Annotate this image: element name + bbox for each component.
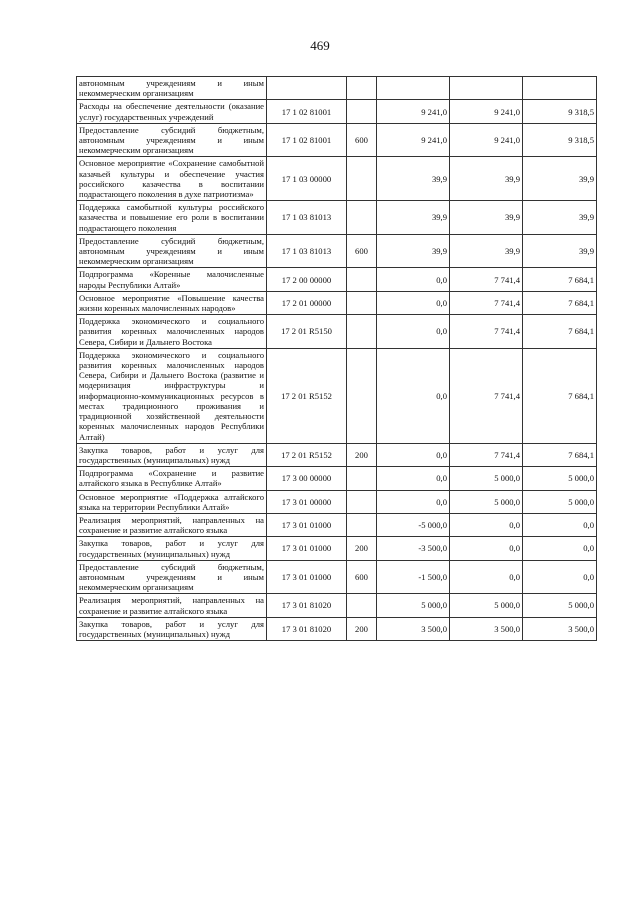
table-row (77, 291, 597, 314)
amount-year2-cell: 7 741,4 (450, 315, 523, 349)
amount-year3-cell: 5 000,0 (523, 594, 597, 617)
expense-type-cell (347, 157, 377, 201)
row-name-cell: Предоставление субсидий бюджетным, автономным учреждениям и иным некоммерческим организациям (77, 560, 267, 594)
table-row (77, 201, 597, 235)
amount-year2-cell: 0,0 (450, 537, 523, 560)
amount-year1-cell: 0,0 (377, 348, 450, 443)
amount-year1-cell: -1 500,0 (377, 560, 450, 594)
amount-year3-cell: 9 318,5 (523, 123, 597, 157)
amount-year2-cell: 5 000,0 (450, 490, 523, 513)
row-name-cell: Расходы на обеспечение деятельности (оказание услуг) государственных учреждений (77, 100, 267, 123)
row-name-cell: Поддержка экономического и социального развития коренных малочисленных народов Севера, Сибири и Дальнего Востока (77, 315, 267, 349)
table-row (77, 268, 597, 291)
amount-year2-cell: 5 000,0 (450, 594, 523, 617)
amount-year2-cell (450, 77, 523, 100)
row-name-cell: Основное мероприятие «Поддержка алтайского языка на территории Республики Алтай» (77, 490, 267, 513)
target-code-cell: 17 1 03 81013 (267, 201, 347, 235)
table-row (77, 157, 597, 201)
target-code-cell (267, 77, 347, 100)
budget-table (76, 76, 597, 641)
target-code-cell: 17 3 01 81020 (267, 594, 347, 617)
amount-year3-cell: 39,9 (523, 201, 597, 235)
row-name-cell: Основное мероприятие «Повышение качества жизни коренных малочисленных народов» (77, 291, 267, 314)
expense-type-cell (347, 100, 377, 123)
amount-year2-cell: 39,9 (450, 157, 523, 201)
amount-year3-cell: 39,9 (523, 234, 597, 268)
target-code-cell: 17 2 01 R5152 (267, 348, 347, 443)
amount-year3-cell: 0,0 (523, 537, 597, 560)
row-name-cell: Предоставление субсидий бюджетным, автономным учреждениям и иным некоммерческим организациям (77, 123, 267, 157)
amount-year2-cell: 0,0 (450, 560, 523, 594)
amount-year1-cell: -3 500,0 (377, 537, 450, 560)
target-code-cell: 17 3 01 01000 (267, 513, 347, 536)
amount-year2-cell: 3 500,0 (450, 617, 523, 640)
amount-year3-cell: 7 684,1 (523, 443, 597, 466)
target-code-cell: 17 3 01 00000 (267, 490, 347, 513)
amount-year2-cell: 9 241,0 (450, 100, 523, 123)
table-row (77, 315, 597, 349)
row-name-cell: Поддержка экономического и социального развития коренных малочисленных народов Севера, Сибири и Дальнего Востока (развитие и модернизация инфраструктуры и информационно-коммуникационных ресурсов в местах традиционного проживания и традиционной хозяйственной деятельности коренных малочисленных народов Республики Алтай) (77, 348, 267, 443)
amount-year3-cell (523, 77, 597, 100)
row-name-cell: Закупка товаров, работ и услуг для государственных (муниципальных) нужд (77, 617, 267, 640)
amount-year2-cell: 7 741,4 (450, 291, 523, 314)
row-name-cell: Поддержка самобытной культуры российского казачества и повышение его роли в воспитании подрастающего поколения (77, 201, 267, 235)
amount-year3-cell: 0,0 (523, 513, 597, 536)
row-name-cell: Предоставление субсидий бюджетным, автономным учреждениям и иным некоммерческим организациям (77, 234, 267, 268)
amount-year1-cell: 3 500,0 (377, 617, 450, 640)
table-row (77, 234, 597, 268)
amount-year3-cell: 9 318,5 (523, 100, 597, 123)
amount-year2-cell: 39,9 (450, 201, 523, 235)
table-row (77, 513, 597, 536)
target-code-cell: 17 3 01 81020 (267, 617, 347, 640)
amount-year1-cell (377, 77, 450, 100)
expense-type-cell: 200 (347, 617, 377, 640)
amount-year3-cell: 3 500,0 (523, 617, 597, 640)
amount-year2-cell: 7 741,4 (450, 268, 523, 291)
expense-type-cell: 600 (347, 234, 377, 268)
amount-year1-cell: 0,0 (377, 291, 450, 314)
row-name-cell: Подпрограмма «Сохранение и развитие алтайского языка в Республике Алтай» (77, 467, 267, 490)
row-name-cell: автономным учреждениям и иным некоммерческим организациям (77, 77, 267, 100)
amount-year1-cell: -5 000,0 (377, 513, 450, 536)
target-code-cell: 17 1 03 81013 (267, 234, 347, 268)
amount-year1-cell: 0,0 (377, 443, 450, 466)
amount-year3-cell: 5 000,0 (523, 490, 597, 513)
expense-type-cell: 200 (347, 443, 377, 466)
amount-year1-cell: 5 000,0 (377, 594, 450, 617)
row-name-cell: Закупка товаров, работ и услуг для государственных (муниципальных) нужд (77, 537, 267, 560)
table-row (77, 348, 597, 443)
amount-year3-cell: 5 000,0 (523, 467, 597, 490)
expense-type-cell (347, 315, 377, 349)
amount-year1-cell: 0,0 (377, 490, 450, 513)
amount-year3-cell: 7 684,1 (523, 315, 597, 349)
expense-type-cell (347, 268, 377, 291)
page-number: 469 (310, 38, 330, 53)
table-row (77, 100, 597, 123)
row-name-cell: Реализация мероприятий, направленных на сохранение и развитие алтайского языка (77, 594, 267, 617)
expense-type-cell (347, 291, 377, 314)
target-code-cell: 17 2 01 00000 (267, 291, 347, 314)
amount-year3-cell: 7 684,1 (523, 268, 597, 291)
target-code-cell: 17 3 01 01000 (267, 560, 347, 594)
table-row (77, 443, 597, 466)
amount-year1-cell: 9 241,0 (377, 123, 450, 157)
expense-type-cell (347, 348, 377, 443)
table-row (77, 490, 597, 513)
amount-year2-cell: 5 000,0 (450, 467, 523, 490)
expense-type-cell (347, 513, 377, 536)
amount-year3-cell: 39,9 (523, 157, 597, 201)
table-row (77, 560, 597, 594)
amount-year2-cell: 0,0 (450, 513, 523, 536)
expense-type-cell: 600 (347, 123, 377, 157)
amount-year1-cell: 0,0 (377, 467, 450, 490)
amount-year3-cell: 7 684,1 (523, 348, 597, 443)
amount-year2-cell: 7 741,4 (450, 348, 523, 443)
target-code-cell: 17 2 01 R5150 (267, 315, 347, 349)
expense-type-cell (347, 77, 377, 100)
target-code-cell: 17 1 02 81001 (267, 123, 347, 157)
row-name-cell: Подпрограмма «Коренные малочисленные народы Республики Алтай» (77, 268, 267, 291)
amount-year2-cell: 39,9 (450, 234, 523, 268)
amount-year1-cell: 39,9 (377, 157, 450, 201)
amount-year1-cell: 0,0 (377, 268, 450, 291)
amount-year3-cell: 7 684,1 (523, 291, 597, 314)
amount-year3-cell: 0,0 (523, 560, 597, 594)
amount-year1-cell: 0,0 (377, 315, 450, 349)
amount-year2-cell: 9 241,0 (450, 123, 523, 157)
target-code-cell: 17 1 03 00000 (267, 157, 347, 201)
expense-type-cell (347, 490, 377, 513)
target-code-cell: 17 3 00 00000 (267, 467, 347, 490)
row-name-cell: Основное мероприятие «Сохранение самобытной казачьей культуры и обеспечение участия российского казачества в воспитании подрастающего поколения в духе патриотизма» (77, 157, 267, 201)
table-row (77, 123, 597, 157)
amount-year1-cell: 9 241,0 (377, 100, 450, 123)
expense-type-cell (347, 201, 377, 235)
expense-type-cell: 600 (347, 560, 377, 594)
table-row (77, 617, 597, 640)
amount-year1-cell: 39,9 (377, 201, 450, 235)
expense-type-cell (347, 594, 377, 617)
row-name-cell: Реализация мероприятий, направленных на сохранение и развитие алтайского языка (77, 513, 267, 536)
table-row (77, 537, 597, 560)
expense-type-cell (347, 467, 377, 490)
table-row (77, 467, 597, 490)
target-code-cell: 17 1 02 81001 (267, 100, 347, 123)
target-code-cell: 17 3 01 01000 (267, 537, 347, 560)
row-name-cell: Закупка товаров, работ и услуг для государственных (муниципальных) нужд (77, 443, 267, 466)
target-code-cell: 17 2 01 R5152 (267, 443, 347, 466)
target-code-cell: 17 2 00 00000 (267, 268, 347, 291)
table-row (77, 77, 597, 100)
expense-type-cell: 200 (347, 537, 377, 560)
table-row (77, 594, 597, 617)
amount-year1-cell: 39,9 (377, 234, 450, 268)
amount-year2-cell: 7 741,4 (450, 443, 523, 466)
